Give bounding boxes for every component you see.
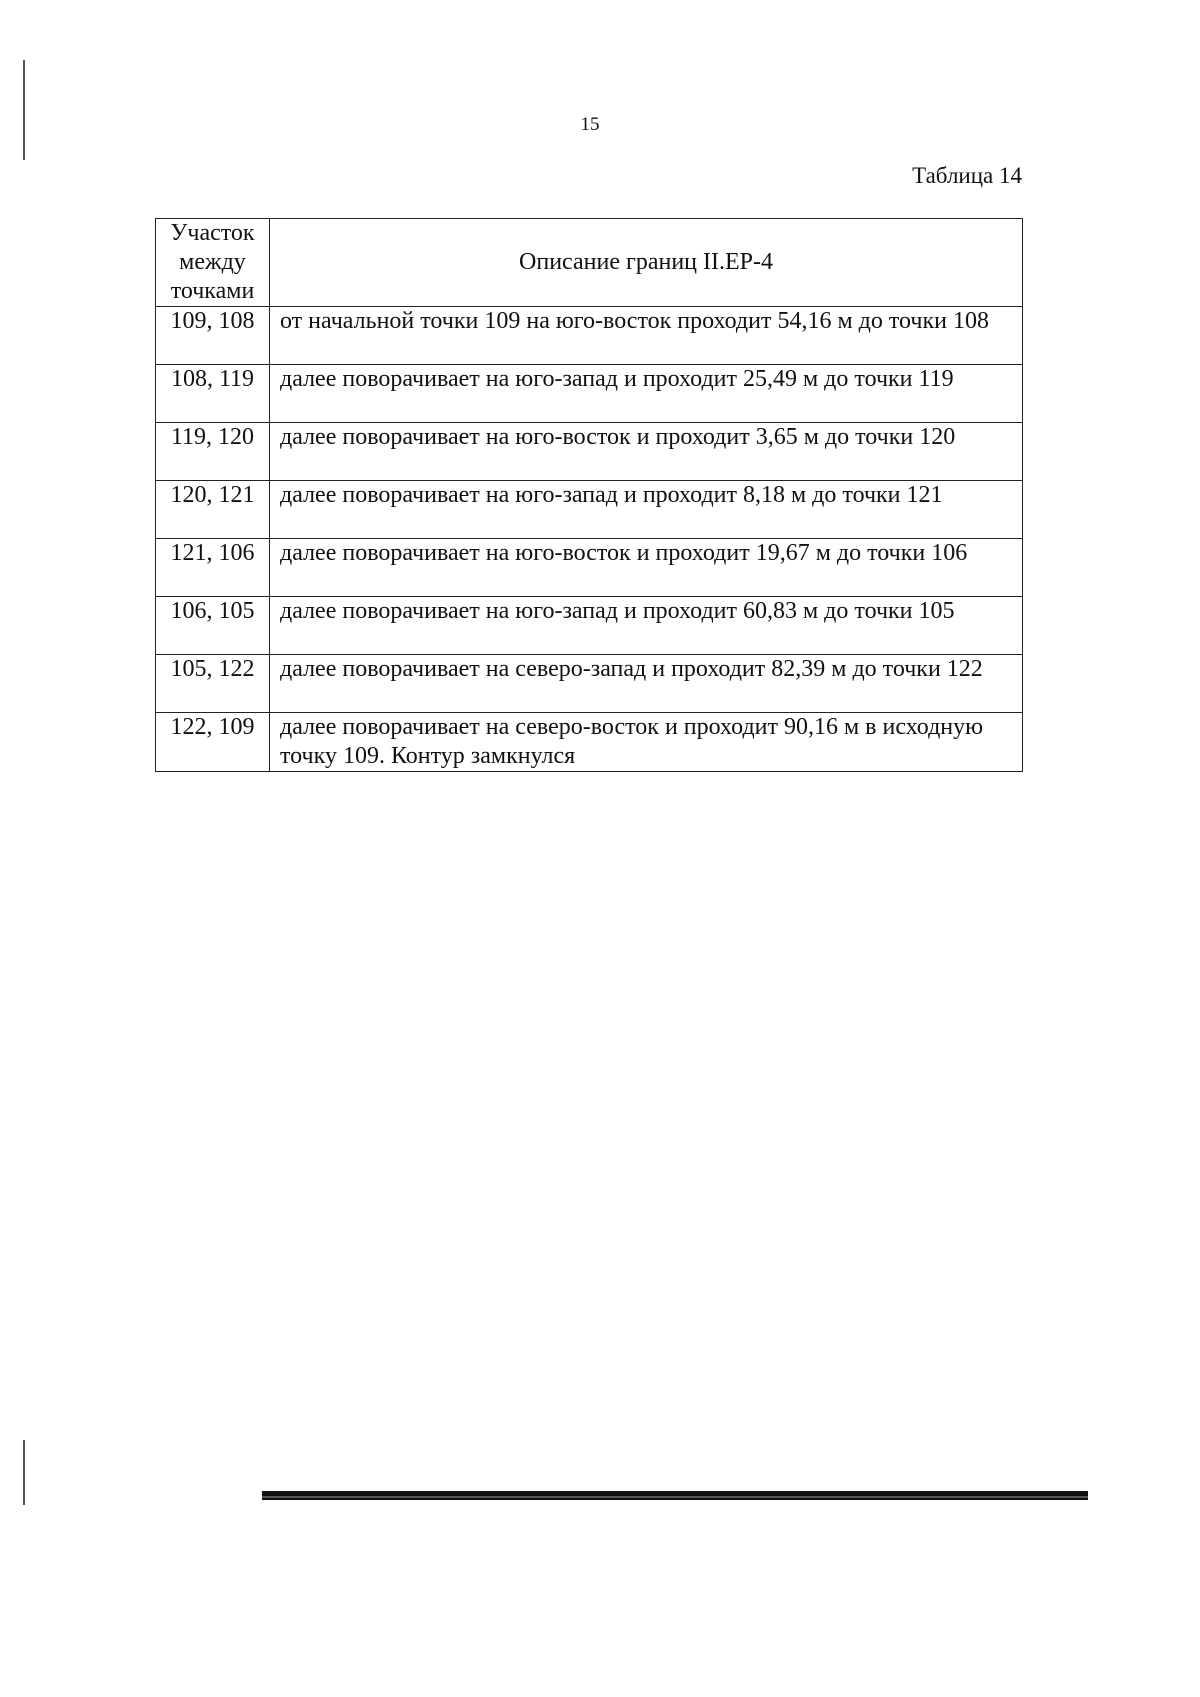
header-description: Описание границ II.ЕР-4 — [270, 219, 1023, 307]
row-description: далее поворачивает на юго-запад и проходит 25,49 м до точки 119 — [270, 365, 1023, 423]
table-row — [156, 713, 1023, 772]
row-description: далее поворачивает на юго-запад и проходит 8,18 м до точки 121 — [270, 481, 1023, 539]
header-points: Участок между точками — [156, 219, 270, 307]
row-description: далее поворачивает на северо-восток и проходит 90,16 м в исходную точку 109. Контур замкнулся — [270, 713, 1023, 772]
left-margin-mark-top — [23, 60, 25, 160]
row-points: 106, 105 — [156, 597, 270, 655]
row-points: 109, 108 — [156, 307, 270, 365]
table-row — [156, 307, 1023, 365]
row-description: далее поворачивает на юго-запад и проходит 60,83 м до точки 105 — [270, 597, 1023, 655]
row-description: от начальной точки 109 на юго-восток проходит 54,16 м до точки 108 — [270, 307, 1023, 365]
table-caption: Таблица 14 — [912, 163, 1022, 188]
boundary-description-table — [155, 218, 1023, 772]
table-row — [156, 539, 1023, 597]
row-points: 108, 119 — [156, 365, 270, 423]
row-description: далее поворачивает на северо-запад и проходит 82,39 м до точки 122 — [270, 655, 1023, 713]
table-row — [156, 365, 1023, 423]
table-header-row — [156, 219, 1023, 307]
row-points: 121, 106 — [156, 539, 270, 597]
row-points: 105, 122 — [156, 655, 270, 713]
row-points: 122, 109 — [156, 713, 270, 772]
table-row — [156, 655, 1023, 713]
row-description: далее поворачивает на юго-восток и проходит 19,67 м до точки 106 — [270, 539, 1023, 597]
row-points: 119, 120 — [156, 423, 270, 481]
row-points: 120, 121 — [156, 481, 270, 539]
table-row — [156, 597, 1023, 655]
row-description: далее поворачивает на юго-восток и проходит 3,65 м до точки 120 — [270, 423, 1023, 481]
bottom-rule — [262, 1491, 1088, 1500]
table-row — [156, 481, 1023, 539]
page-number: 15 — [580, 114, 600, 135]
left-margin-mark-bottom — [23, 1440, 25, 1505]
table-row — [156, 423, 1023, 481]
